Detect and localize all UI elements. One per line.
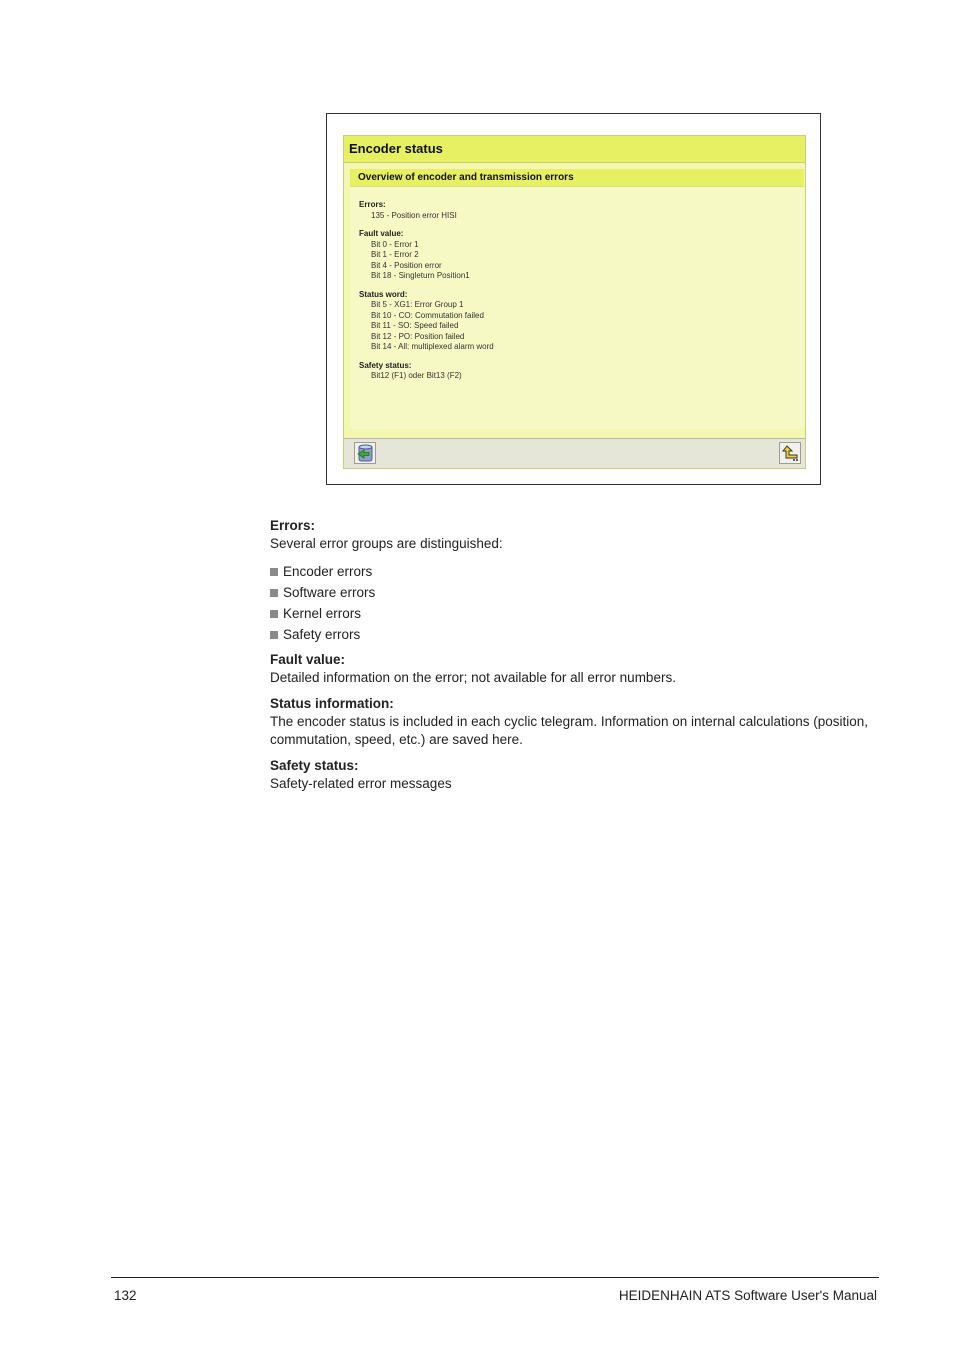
safety-item: Bit12 (F1) oder Bit13 (F2) xyxy=(371,371,462,380)
errors-heading: Errors: xyxy=(270,518,316,533)
error-group-list xyxy=(270,561,870,645)
footer-divider xyxy=(111,1277,879,1278)
fault-item: Bit 4 - Position error xyxy=(371,260,442,270)
back-button[interactable] xyxy=(779,442,801,464)
panel-title: Encoder status xyxy=(344,136,805,163)
fault-item: Bit 1 - Error 2 xyxy=(371,250,419,259)
database-button[interactable] xyxy=(354,442,376,464)
status-item: Bit 14 - All: multiplexed alarm word xyxy=(371,342,494,351)
errors-heading: Errors: xyxy=(359,200,386,209)
safety-status-heading: Safety status: xyxy=(359,360,412,370)
panel-subtitle: Overview of encoder and transmission errors xyxy=(350,169,804,187)
square-bullet-icon xyxy=(270,589,278,597)
errors-text: Several error groups are distinguished: xyxy=(270,536,503,551)
status-word-heading: Status word: xyxy=(359,289,408,299)
square-bullet-icon xyxy=(270,610,278,618)
safety-status-text: Safety-related error messages xyxy=(270,776,452,791)
encoder-status-panel xyxy=(343,135,806,469)
panel-toolbar xyxy=(344,438,805,468)
error-detail-list xyxy=(350,187,804,382)
list-item: Kernel errors xyxy=(270,603,870,624)
status-item: Bit 5 - XG1: Error Group 1 xyxy=(371,300,464,309)
error-item: 135 - Position error HISI xyxy=(371,210,457,220)
fault-heading: Fault value: xyxy=(359,229,404,238)
list-item: Encoder errors xyxy=(270,561,870,582)
list-item: Software errors xyxy=(270,582,870,603)
description-text xyxy=(270,517,870,801)
safety-status-heading: Safety status: xyxy=(270,758,359,773)
page-number: 132 xyxy=(114,1288,137,1303)
square-bullet-icon xyxy=(270,568,278,576)
database-icon xyxy=(355,443,375,463)
status-item: Bit 11 - SO: Speed failed xyxy=(371,321,459,330)
status-information-text: The encoder status is included in each cyclic telegram. Information on internal calculations (position, commutation, speed, etc.) are saved here. xyxy=(270,714,869,747)
screenshot-figure xyxy=(326,113,821,485)
list-item: Safety errors xyxy=(270,624,870,645)
status-item: Bit 10 - CO: Commutation failed xyxy=(371,310,484,320)
fault-value-text: Detailed information on the error; not available for all error numbers. xyxy=(270,670,676,685)
square-bullet-icon xyxy=(270,631,278,639)
status-item: Bit 12 - PO: Position failed xyxy=(371,331,465,341)
panel-body xyxy=(350,169,804,429)
fault-item: Bit 18 - Singleturn Position1 xyxy=(371,271,470,280)
fault-value-heading: Fault value: xyxy=(270,652,346,667)
back-arrow-icon xyxy=(780,443,800,463)
status-information-heading: Status information: xyxy=(270,696,394,711)
fault-item: Bit 0 - Error 1 xyxy=(371,239,419,249)
manual-title: HEIDENHAIN ATS Software User's Manual xyxy=(618,1288,877,1303)
